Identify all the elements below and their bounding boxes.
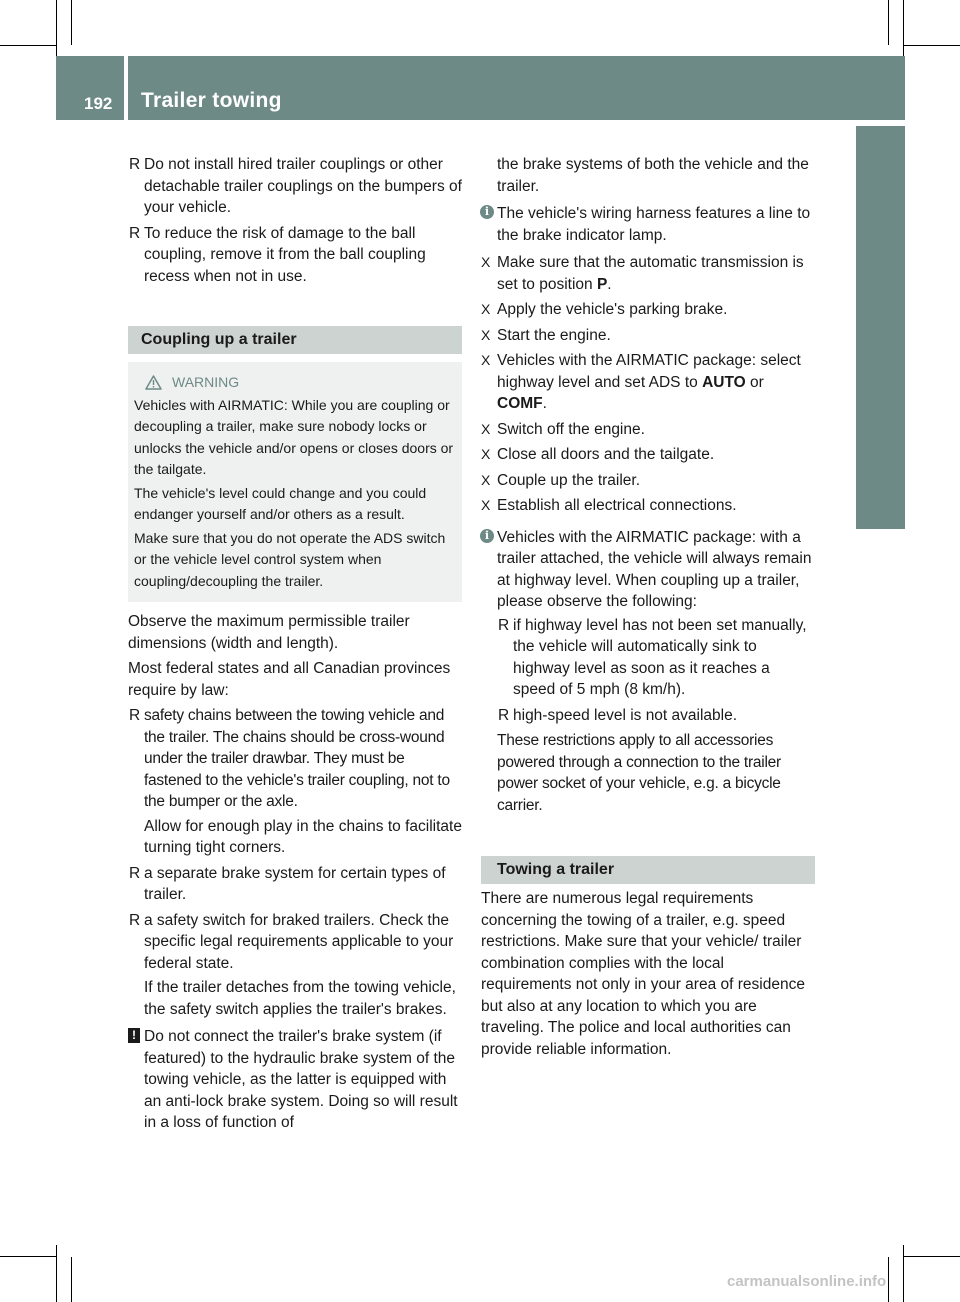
- list-item-text: Do not install hired trailer couplings or other detachable trailer couplings on the bumpers of your vehicle.: [144, 156, 462, 216]
- bullet-marker: R: [129, 156, 141, 173]
- right-column: [481, 154, 815, 1064]
- step-marker: X: [481, 254, 491, 270]
- step-text: Apply the vehicle's parking brake.: [497, 301, 728, 318]
- bullet-marker: R: [129, 911, 141, 929]
- step-item: [481, 470, 815, 492]
- ads-setting: AUTO: [702, 373, 746, 391]
- step-text: Switch off the engine.: [497, 420, 645, 438]
- bullet-marker: R: [498, 616, 510, 634]
- info-continuation: These restrictions apply to all accessories powered through a connection to the trailer power socket of your vehicle, e.g. a bicycle carrier.: [497, 732, 781, 814]
- paragraph: There are numerous legal requirements concerning the towing of a trailer, e.g. speed restrictions. Make sure that your vehicle/ trailer combination complies with the local requirements not only in your area of residence but also at any location to which you are traveling. The police and local authorities can provide reliable information.: [481, 890, 805, 1058]
- section-title: Trailer towing: [141, 89, 282, 112]
- watermark: carmanualsonline.info: [727, 1273, 887, 1290]
- step-marker: X: [481, 301, 491, 317]
- list-item-continuation: Allow for enough play in the chains to facilitate turning tight corners.: [144, 817, 462, 856]
- ads-setting: COMF: [497, 395, 543, 412]
- list-item-text: a separate brake system for certain types of trailer.: [144, 864, 446, 903]
- info-note: [481, 203, 815, 246]
- list-item: [497, 705, 815, 727]
- crop-mark: [903, 1245, 904, 1302]
- step-marker: X: [481, 326, 491, 343]
- step-item: [481, 444, 815, 466]
- paragraph: Most federal states and all Canadian provinces require by law:: [128, 660, 451, 699]
- bullet-marker: R: [129, 864, 141, 882]
- page-number: 192: [84, 94, 113, 113]
- section-heading: Towing a trailer: [481, 856, 815, 884]
- step-text: .: [607, 275, 612, 293]
- caution-text: Do not connect the trailer's brake system (if featured) to the hydraulic brake system of the towing vehicle, as the latter is equipped with an anti-lock brake system. Doing so will result in a loss of function of: [144, 1028, 458, 1131]
- gear-position: P: [596, 275, 608, 293]
- bullet-marker: R: [498, 706, 510, 724]
- crop-mark: [71, 1257, 72, 1302]
- warning-title: [134, 372, 454, 394]
- step-item: [481, 419, 815, 441]
- step-text: Vehicles with the AIRMATIC package: select highway level and set ADS to: [497, 352, 801, 391]
- warning-text: Vehicles with AIRMATIC: While you are coupling or decoupling a trailer, make sure nobody locks or unlocks the vehicle and/or opens or closes doors or the tailgate.: [134, 396, 454, 477]
- step-marker: X: [481, 352, 491, 368]
- crop-mark: [903, 1256, 960, 1257]
- list-item-text: safety chains between the towing vehicle and the trailer. The chains should be cross-wound under the trailer drawbar. They must be fastened to the vehicle's trailer coupling, not to the bumper or the axle.: [144, 707, 450, 810]
- step-item: [481, 299, 815, 321]
- caution-continuation: the brake systems of both the vehicle and the trailer.: [497, 156, 809, 195]
- step-text: Start the engine.: [497, 326, 611, 344]
- list-item-text: To reduce the risk of damage to the ball coupling, remove it from the ball coupling recess when not in use.: [144, 224, 426, 285]
- step-item: [481, 495, 815, 517]
- header-separator: [124, 56, 128, 120]
- info-text: The vehicle's wiring harness features a line to the brake indicator lamp.: [497, 205, 811, 244]
- list-item-text: if highway level has not been set manually, the vehicle will automatically sink to highway level as soon as it reaches a speed of 5 mph (8 km/h).: [513, 616, 807, 698]
- crop-mark: [888, 1257, 889, 1302]
- left-column: [128, 154, 462, 1140]
- warning-triangle-icon: [145, 375, 162, 390]
- list-item: [497, 615, 815, 701]
- step-text: Establish all electrical connections.: [497, 497, 737, 514]
- step-text: Make sure that the automatic transmission is set to position: [497, 254, 804, 293]
- list-item: [128, 705, 462, 813]
- step-text: or: [745, 373, 764, 391]
- list-item: [128, 910, 462, 975]
- step-marker: X: [481, 497, 491, 513]
- crop-mark: [903, 0, 904, 57]
- list-item-text: high-speed level is not available.: [513, 706, 738, 724]
- bullet-marker: R: [129, 224, 141, 242]
- list-item: [128, 863, 462, 906]
- crop-mark: [71, 0, 72, 45]
- info-icon: i: [480, 529, 494, 543]
- warning-text: Make sure that you do not operate the ADS switch or the vehicle level control system when coupling/decoupling the trailer.: [134, 529, 446, 589]
- list-item: [128, 154, 462, 219]
- crop-mark: [56, 0, 57, 57]
- warning-label: WARNING: [172, 374, 240, 390]
- crop-mark: [56, 1245, 57, 1302]
- crop-mark: [888, 0, 889, 45]
- crop-mark: [0, 1256, 57, 1257]
- caution-note: [128, 1026, 462, 1134]
- step-item: [481, 350, 815, 415]
- caution-icon: !: [128, 1028, 140, 1043]
- bullet-marker: R: [129, 707, 140, 724]
- step-item: [481, 252, 815, 295]
- step-item: [481, 325, 815, 347]
- warning-text: The vehicle's level could change and you could endanger yourself and/or others as a result.: [134, 484, 427, 522]
- side-tab-label: Driving and parking: [866, 219, 893, 435]
- step-marker: X: [481, 446, 491, 462]
- info-icon: i: [480, 205, 494, 219]
- section-heading: Coupling up a trailer: [128, 326, 462, 354]
- list-item-continuation: If the trailer detaches from the towing vehicle, the safety switch applies the trailer's brakes.: [144, 979, 456, 1018]
- info-note: [481, 527, 815, 613]
- crop-mark: [903, 45, 960, 46]
- step-marker: X: [481, 420, 491, 437]
- step-text: .: [542, 395, 547, 412]
- step-text: Close all doors and the tailgate.: [497, 446, 715, 463]
- info-text: Vehicles with the AIRMATIC package: with a trailer attached, the vehicle will always remain at highway level. When coupling up a trailer, please observe the following:: [497, 528, 812, 610]
- warning-box: [128, 362, 462, 602]
- step-marker: X: [481, 471, 491, 488]
- list-item-text: a safety switch for braked trailers. Check the specific legal requirements applicable to your federal state.: [144, 911, 454, 972]
- step-text: Couple up the trailer.: [497, 471, 641, 489]
- crop-mark: [0, 45, 57, 46]
- list-item: [128, 223, 462, 288]
- paragraph: Observe the maximum permissible trailer dimensions (width and length).: [128, 613, 410, 652]
